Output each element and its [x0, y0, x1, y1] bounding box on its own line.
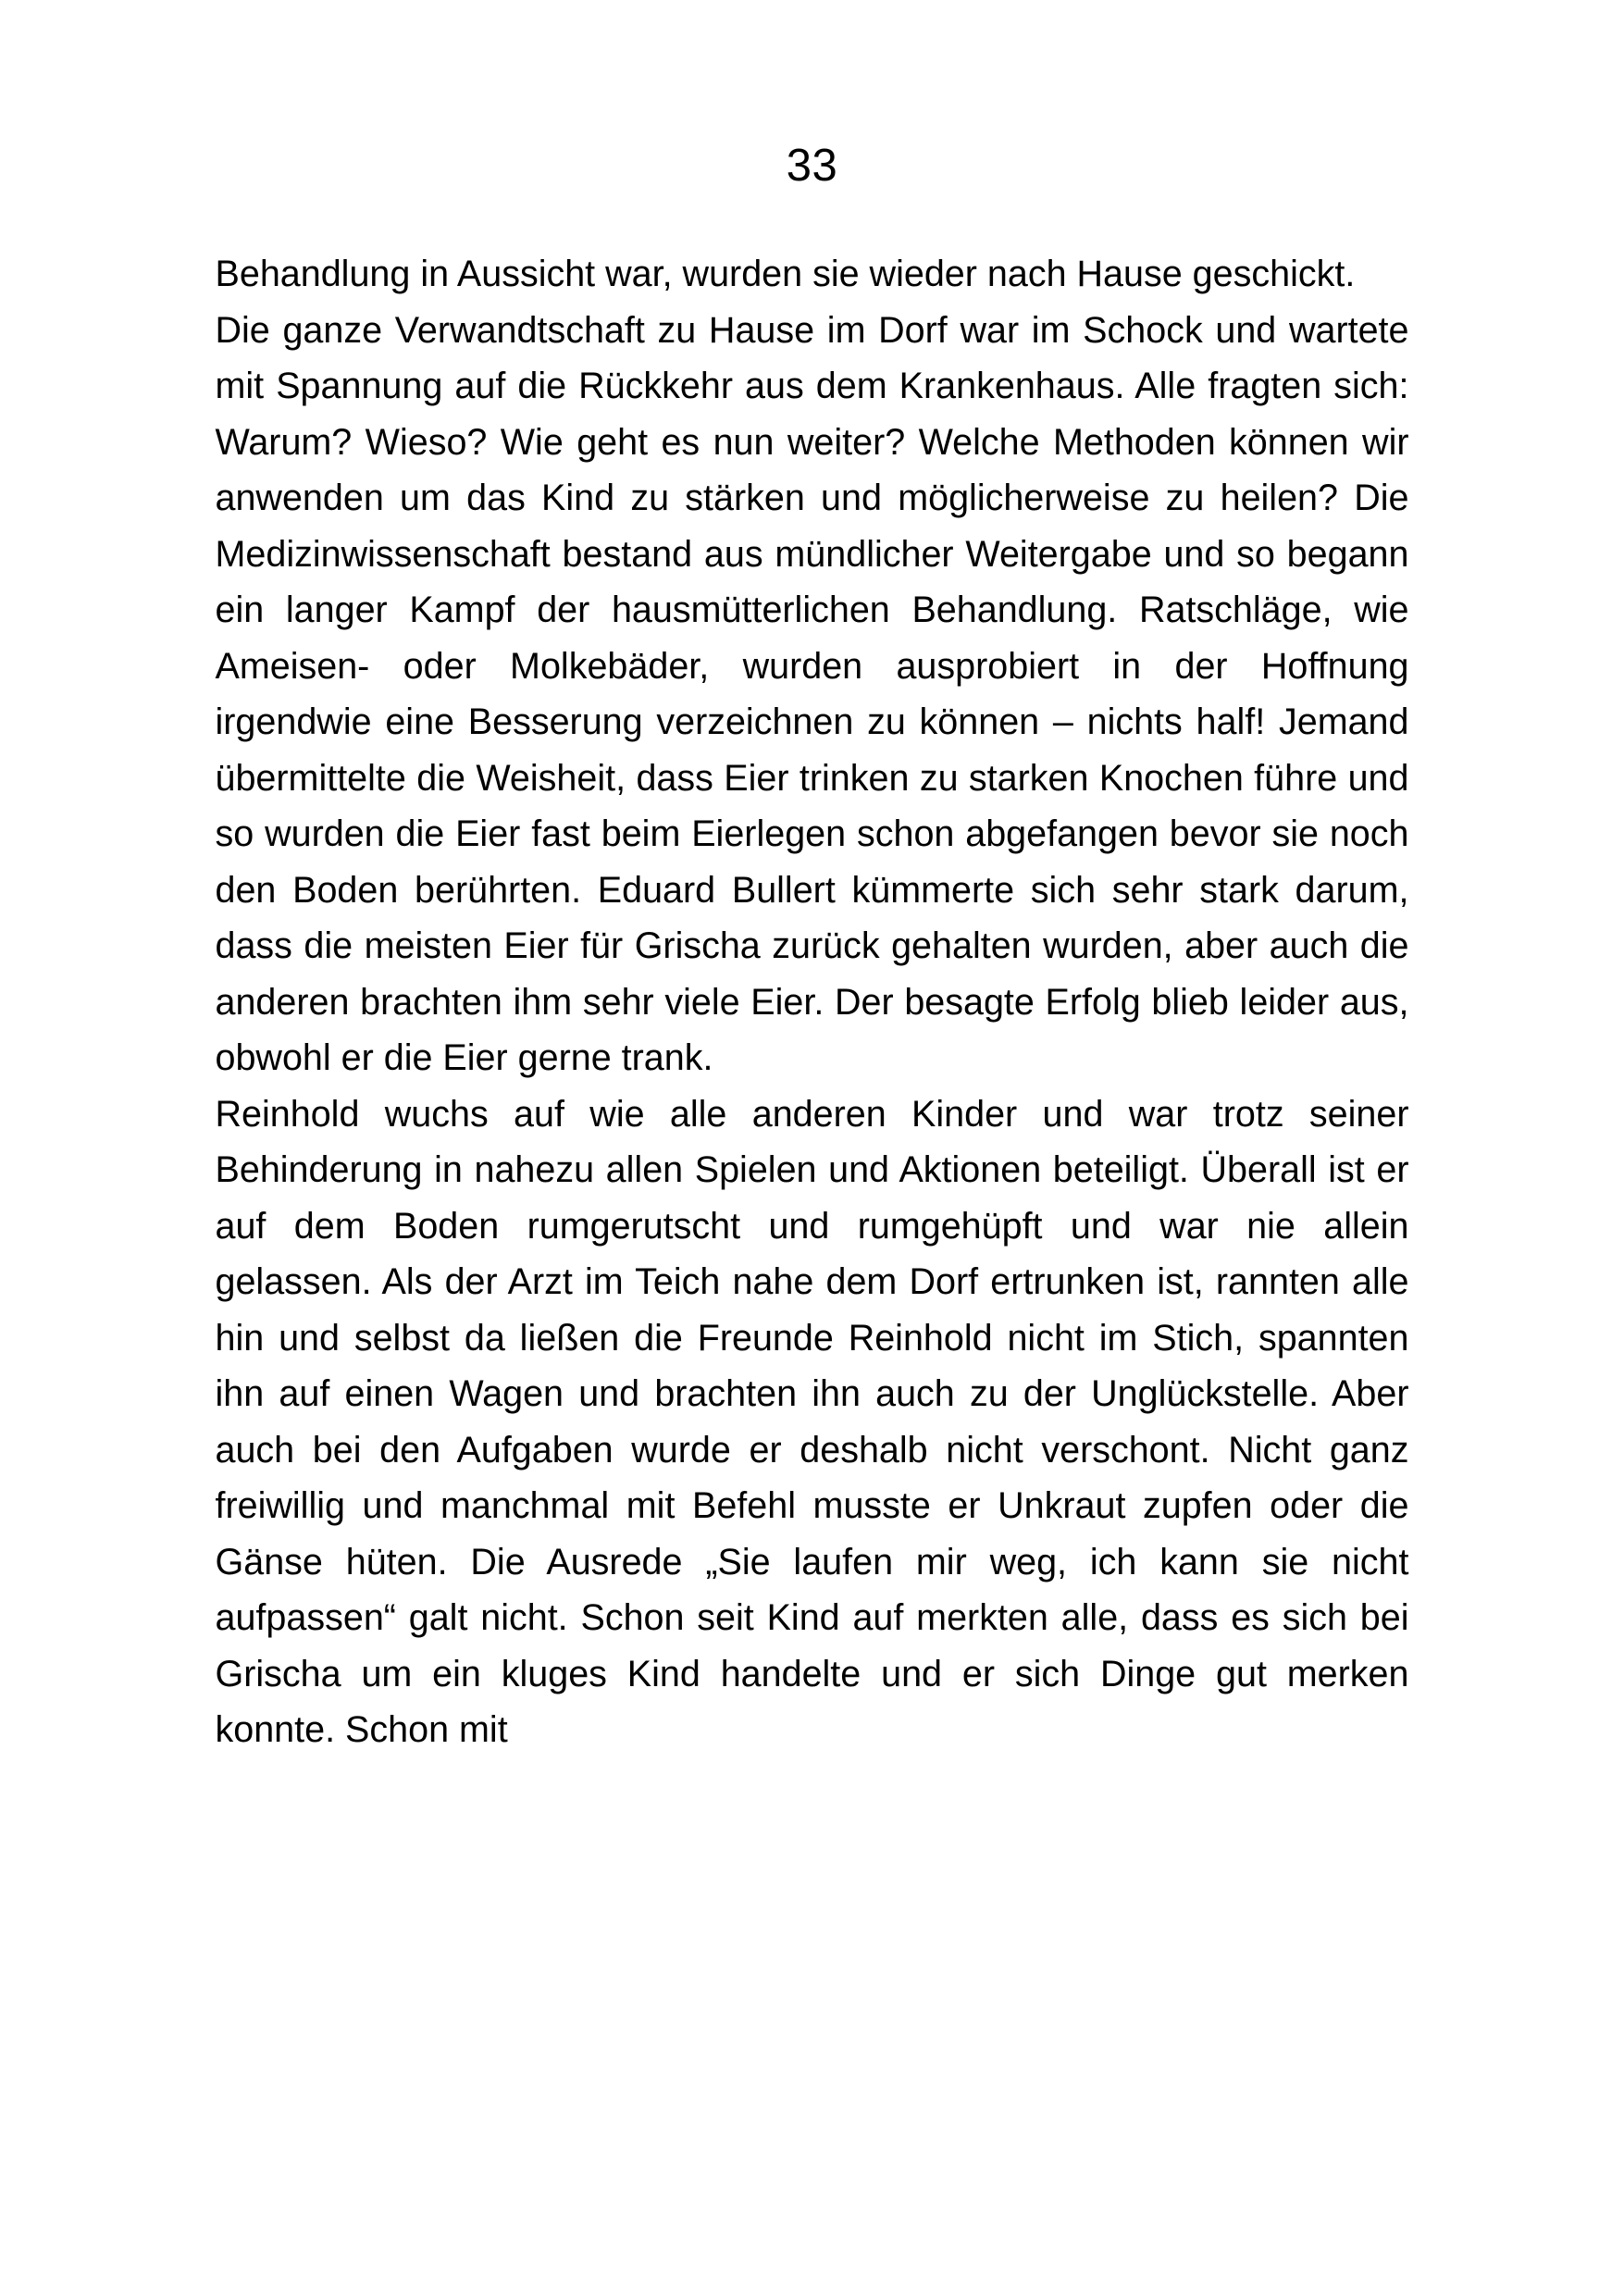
page-number: 33	[786, 141, 838, 191]
paragraph-2: Die ganze Verwandtschaft zu Hause im Dorf war im Schock und wartete mit Spannung auf die Rückkehr aus dem Krankenhaus. Alle fragten sich: Warum? Wieso? Wie geht es nun weiter? Welche Methoden können wir anwenden um das Kind zu stärken und möglicherweise zu heilen? Die Medizinwissenschaft bestand aus mündlicher Weitergabe und so begann ein langer Kampf der hausmütterlichen Behandlung. Ratschläge, wie Ameisen- oder Molkebäder, wurden ausprobiert in der Hoffnung irgendwie eine Besserung verzeichnen zu können – nichts half! Jemand übermittelte die Weisheit, dass Eier trinken zu starken Knochen führe und so wurden die Eier fast beim Eierlegen schon abgefangen bevor sie noch den Boden berührten. Eduard Bullert kümmerte sich sehr stark darum, dass die meisten Eier für Grischa zurück gehalten wurden, aber auch die anderen brachten ihm sehr viele Eier. Der besagte Erfolg blieb leider aus, obwohl er die Eier gerne trank.	[215, 309, 1409, 1078]
page-body	[216, 189, 1409, 1758]
paragraph-3: Reinhold wuchs auf wie alle anderen Kinder und war trotz seiner Behinderung in nahezu allen Spielen und Aktionen beteiligt. Überall ist er auf dem Boden rumgerutscht und rumgehüpft und war nie allein gelassen. Als der Arzt im Teich nahe dem Dorf ertrunken ist, rannten alle hin und selbst da ließen die Freunde Reinhold nicht im Stich, spannten ihn auf einen Wagen und brachten ihn auch zu der Unglückstelle. Aber auch bei den Aufgaben wurde er deshalb nicht verschont. Nicht ganz freiwillig und manchmal mit Befehl musste er Unkraut zupfen oder die Gänse hüten. Die Ausrede „Sie laufen mir weg, ich kann sie nicht aufpassen“ galt nicht. Schon seit Kind auf merkten alle, dass es sich bei Grischa um ein kluges Kind handelte und er sich Dinge gut merken konnte. Schon mit	[215, 1093, 1409, 1750]
paragraph-1: Behandlung in Aussicht war, wurden sie wieder nach Hause geschickt.	[215, 254, 1356, 294]
